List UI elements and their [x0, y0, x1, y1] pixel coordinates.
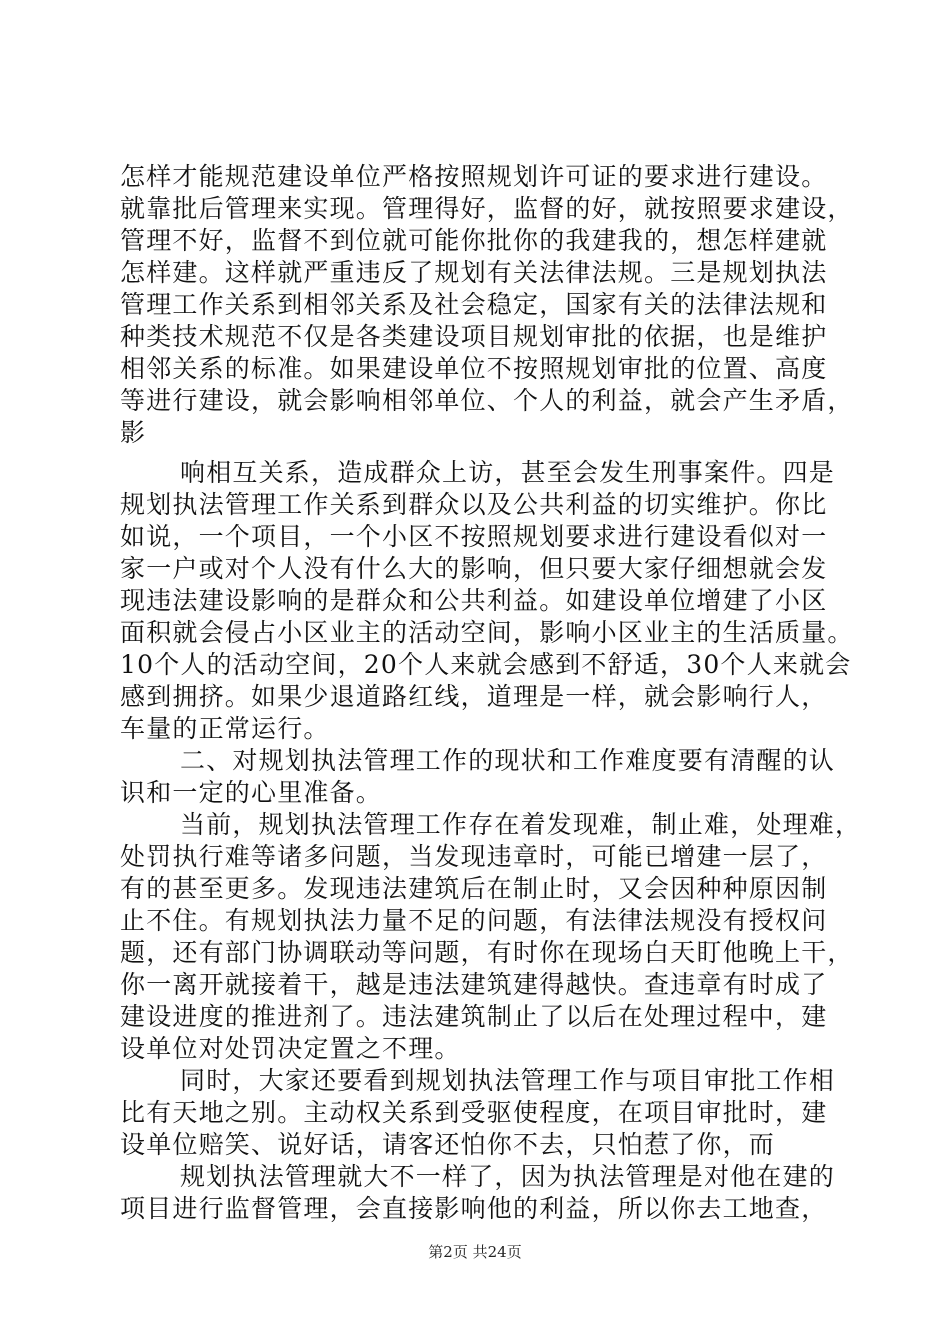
text-line: 面积就会侵占小区业主的活动空间，影响小区业主的生活质量。	[120, 618, 854, 647]
text-line: 规划执法管理工作关系到群众以及公共利益的切实维护。你比	[120, 490, 828, 519]
text-line: 项目进行监督管理，会直接影响他的利益，所以你去工地查，	[120, 1194, 828, 1223]
text-line: 题，还有部门协调联动等问题，有时你在现场白天盯他晚上干，	[120, 938, 854, 967]
text-line: 影	[120, 418, 147, 447]
text-line: 怎样才能规范建设单位严格按照规划许可证的要求进行建设。	[120, 162, 828, 191]
text-line: 设单位赔笑、说好话，请客还怕你不去，只怕惹了你，而	[120, 1130, 776, 1159]
text-line: 处罚执行难等诸多问题，当发现违章时，可能已增建一层了，	[120, 842, 828, 871]
text-line: 等进行建设，就会影响相邻单位、个人的利益，就会产生矛盾，	[120, 386, 854, 415]
text-line: 种类技术规范不仅是各类建设项目规划审批的依据，也是维护	[120, 322, 828, 351]
text-line: 止不住。有规划执法力量不足的问题，有法律法规没有授权问	[120, 906, 828, 935]
text-line: 感到拥挤。如果少退道路红线，道理是一样，就会影响行人，	[120, 682, 828, 711]
text-line: 同时，大家还要看到规划执法管理工作与项目审批工作相	[180, 1066, 836, 1095]
text-line: 管理工作关系到相邻关系及社会稳定，国家有关的法律法规和	[120, 290, 828, 319]
text-line: 相邻关系的标准。如果建设单位不按照规划审批的位置、高度	[120, 354, 828, 383]
text-line: 比有天地之别。主动权关系到受驱使程度，在项目审批时，建	[120, 1098, 828, 1127]
text-line: 管理不好，监督不到位就可能你批你的我建我的，想怎样建就	[120, 226, 828, 255]
text-line: 响相互关系，造成群众上访，甚至会发生刑事案件。四是	[180, 458, 836, 487]
text-line: 设单位对处罚决定置之不理。	[120, 1034, 461, 1063]
text-line: 10个人的活动空间，20个人来就会感到不舒适，30个人来就会	[120, 650, 852, 679]
section-heading-line: 识和一定的心里准备。	[120, 778, 383, 807]
text-line: 怎样建。这样就严重违反了规划有关法律法规。三是规划执法	[120, 258, 828, 287]
text-line: 当前，规划执法管理工作存在着发现难，制止难，处理难，	[180, 810, 862, 839]
text-line: 如说，一个项目，一个小区不按照规划要求进行建设看似对一	[120, 522, 828, 551]
text-line: 就靠批后管理来实现。管理得好，监督的好，就按照要求建设，	[120, 194, 854, 223]
text-line: 你一离开就接着干，越是违法建筑建得越快。查违章有时成了	[120, 970, 828, 999]
text-line: 建设进度的推进剂了。违法建筑制止了以后在处理过程中，建	[120, 1002, 828, 1031]
text-line: 有的甚至更多。发现违法建筑后在制止时，又会因种种原因制	[120, 874, 828, 903]
section-heading-line: 二、对规划执法管理工作的现状和工作难度要有清醒的认	[180, 746, 836, 775]
text-line: 车量的正常运行。	[120, 714, 330, 743]
text-line: 现违法建设影响的是群众和公共利益。如建设单位增建了小区	[120, 586, 828, 615]
body-text	[120, 161, 862, 1225]
text-line: 规划执法管理就大不一样了，因为执法管理是对他在建的	[180, 1162, 836, 1191]
text-line: 家一户或对个人没有什么大的影响，但只要大家仔细想就会发	[120, 554, 828, 583]
page-number-footer: 第2页 共24页	[428, 1243, 522, 1261]
